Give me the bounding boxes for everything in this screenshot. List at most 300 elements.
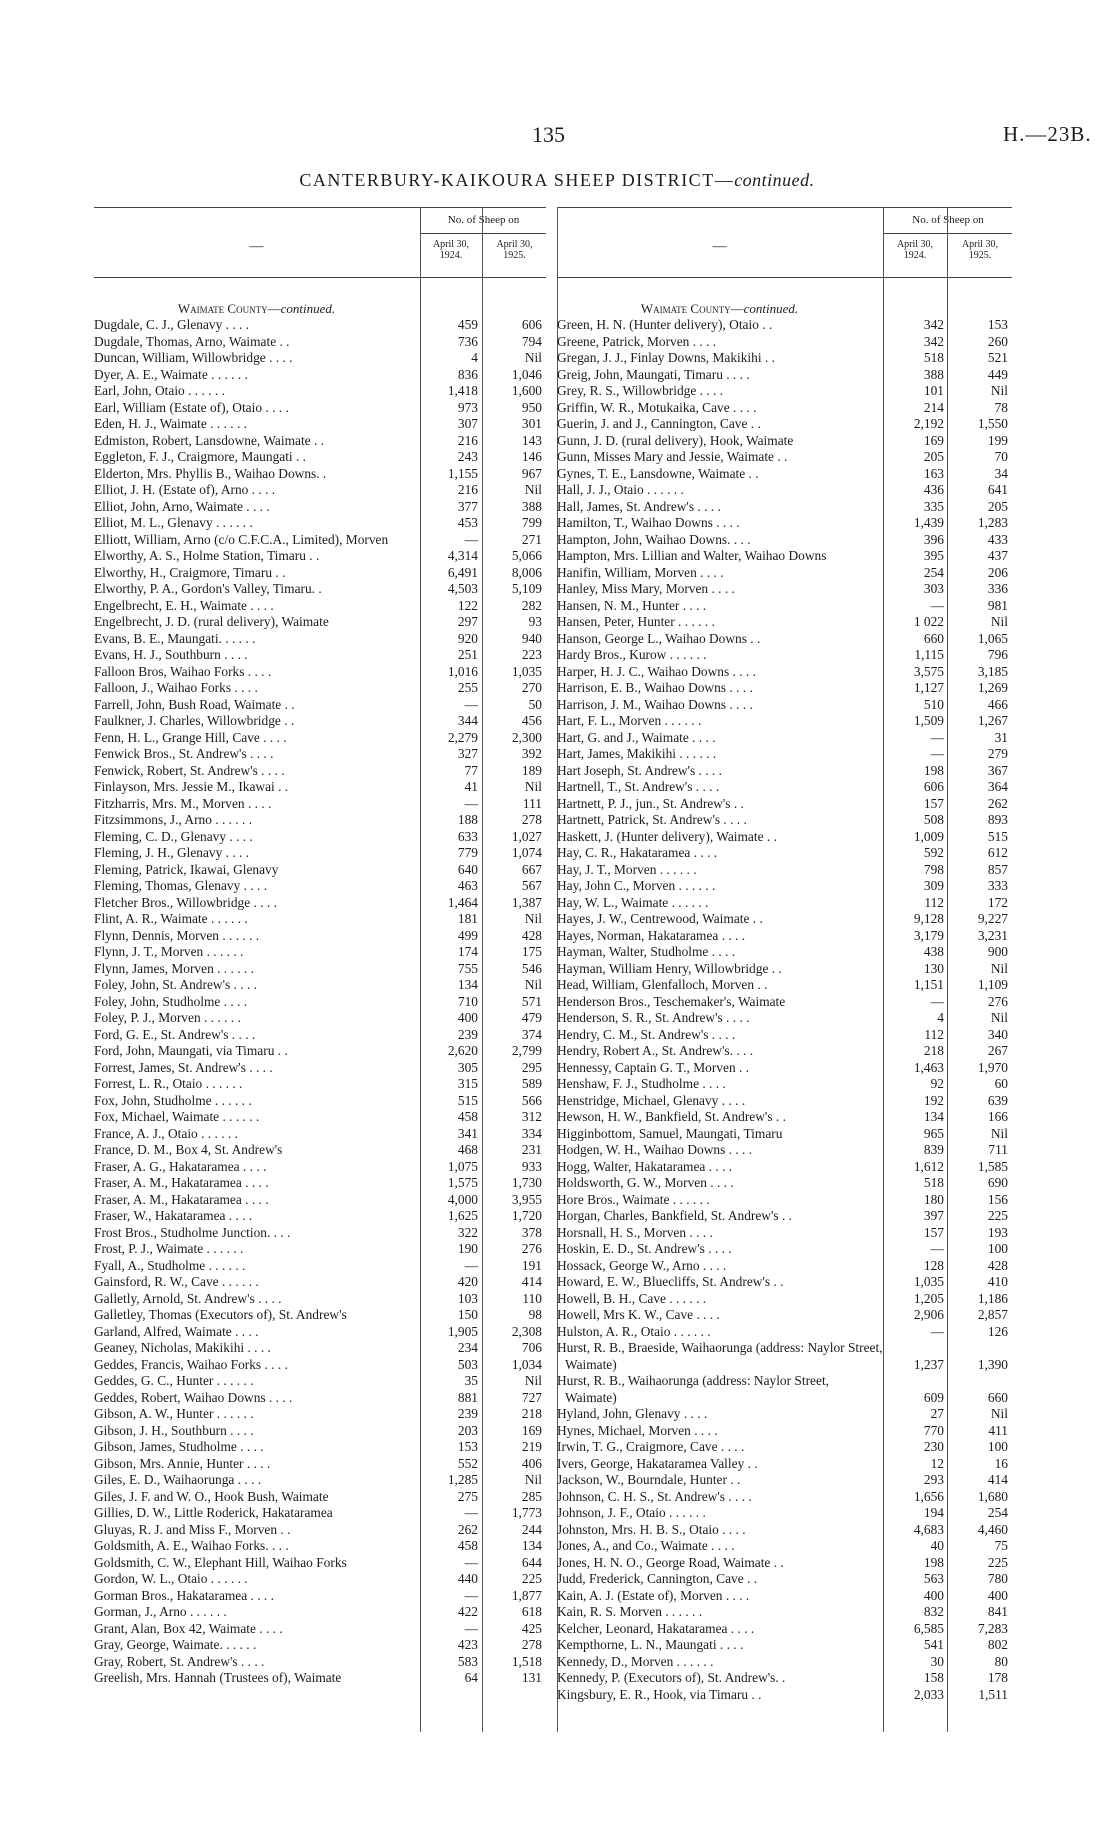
owner-name: Holdsworth, G. W., Morven . . . . (557, 1175, 734, 1190)
sheep-1924: 297 (457, 614, 478, 629)
owner-name: Hore Bros., Waimate . . . . . . (557, 1191, 710, 1207)
table-row (557, 1291, 1012, 1308)
sheep-1924: 4,503 (447, 581, 478, 596)
sheep-1924: 4,314 (447, 548, 478, 563)
sheep-1924: 1,905 (447, 1323, 478, 1339)
table-row (94, 746, 546, 763)
sheep-1925: Nil (990, 1010, 1008, 1025)
sheep-1924: 422 (457, 1604, 478, 1619)
owner-name: Gorman, J., Arno . . . . . . (94, 1604, 227, 1619)
owner-name: Ivers, George, Hakataramea Valley . . (557, 1455, 758, 1471)
sheep-1925: Nil (990, 1125, 1008, 1141)
sheep-1925: 131 (521, 1670, 542, 1685)
table-row (94, 1489, 546, 1506)
table-row (557, 779, 1012, 796)
sheep-1924: 305 (457, 1059, 478, 1075)
owner-name: Eggleton, F. J., Craigmore, Maungati . . (94, 449, 307, 464)
owner-name: Fletcher Bros., Willowbridge . . . . (94, 894, 277, 910)
sheep-1925: 780 (987, 1571, 1008, 1586)
table-row (557, 1406, 1012, 1423)
sheep-1925: Nil (524, 779, 542, 794)
sheep-1924: — (464, 795, 478, 811)
owner-name: Grey, R. S., Willowbridge . . . . (557, 383, 724, 398)
sheep-1924: 388 (923, 366, 944, 382)
owner-name: Henderson Bros., Teschemaker's, Waimate (557, 993, 786, 1009)
owner-name: Fleming, C. D., Glenavy . . . . (94, 828, 253, 844)
sheep-1925: 223 (521, 647, 542, 662)
sheep-1925: 1,720 (511, 1208, 542, 1223)
sheep-1925: 566 (521, 1092, 542, 1108)
owner-name: Hay, C. R., Hakataramea . . . . (557, 845, 718, 860)
table-row (557, 1192, 1012, 1209)
sheep-1924: 1,016 (447, 663, 478, 679)
sheep-1924: 1,418 (447, 383, 478, 398)
owner-name: Elliot, M. L., Glenavy . . . . . . (94, 515, 253, 530)
owner-name: Fenwick Bros., St. Andrew's . . . . (94, 746, 274, 761)
owner-name: Dyer, A. E., Waimate . . . . . . (94, 366, 248, 382)
owner-name: Foley, John, Studholme . . . . (94, 993, 248, 1009)
sheep-1924: 239 (457, 1026, 478, 1042)
owner-name: Gorman Bros., Hakataramea . . . . (94, 1587, 274, 1603)
sheep-1924: 275 (457, 1488, 478, 1504)
owner-name: Greig, John, Maungati, Timaru . . . . (557, 366, 750, 382)
table-row (557, 1604, 1012, 1621)
table-row (94, 334, 546, 351)
sheep-1925: 312 (521, 1109, 542, 1124)
sheep-1924: 710 (457, 993, 478, 1009)
sheep-1925: 981 (987, 597, 1008, 613)
table-row (94, 647, 546, 664)
table-row (557, 1637, 1012, 1654)
document-reference: H.—23B. (1003, 122, 1092, 146)
table-row (94, 796, 546, 813)
owner-name: Galletley, Thomas (Executors of), St. Andrew's (94, 1307, 347, 1322)
sheep-1924: 400 (923, 1587, 944, 1603)
sheep-1924: 130 (923, 960, 944, 976)
sheep-1925: 110 (522, 1290, 542, 1306)
sheep-1924: — (464, 531, 478, 547)
sheep-1925: 262 (987, 795, 1008, 811)
table-row (557, 895, 1012, 912)
sheep-1925: 336 (987, 581, 1008, 596)
sheep-1925: Nil (990, 614, 1008, 629)
table-row (94, 845, 546, 862)
sheep-1925: 146 (521, 449, 542, 464)
sheep-1924: 770 (923, 1422, 944, 1438)
table-row (557, 911, 1012, 928)
owner-name: Gray, George, Waimate. . . . . . (94, 1637, 257, 1652)
sheep-1925: Nil (524, 1373, 542, 1388)
table-row (557, 482, 1012, 499)
table-row (557, 1505, 1012, 1522)
sheep-1925: 267 (987, 1043, 1008, 1058)
sheep-1925: 276 (521, 1241, 542, 1256)
sheep-1925: 1,186 (977, 1290, 1008, 1306)
sheep-1924: 453 (457, 515, 478, 530)
sheep-1924: 251 (457, 647, 478, 662)
table-row (94, 466, 546, 483)
owner-name: Dugdale, Thomas, Arno, Waimate . . (94, 333, 290, 349)
sheep-1924: 188 (457, 812, 478, 827)
table-row (557, 862, 1012, 879)
owner-name: Falloon, J., Waihao Forks . . . . (94, 680, 258, 695)
sheep-1925: 841 (987, 1604, 1008, 1619)
header-no-of-sheep: No. of Sheep on (447, 214, 520, 226)
owner-name: Hanley, Miss Mary, Morven . . . . (557, 581, 735, 596)
owner-name: Greene, Patrick, Morven . . . . (557, 333, 717, 349)
owner-name: Fleming, Patrick, Ikawai, Glenavy (94, 861, 279, 877)
sheep-1924: 583 (457, 1653, 478, 1669)
owner-name: Hart Joseph, St. Andrew's . . . . (557, 762, 722, 778)
sheep-1925: 1,680 (977, 1488, 1008, 1504)
sheep-1925: 218 (521, 1406, 542, 1421)
left-rows (94, 317, 546, 1687)
table-row (557, 400, 1012, 417)
table-row (557, 1126, 1012, 1143)
sheep-1924: 6,491 (447, 564, 478, 580)
sheep-1924: 633 (457, 828, 478, 844)
sheep-1924: 230 (923, 1439, 944, 1454)
sheep-1924: 1,115 (914, 647, 944, 662)
sheep-1925: 388 (521, 498, 542, 514)
sheep-1924: 12 (930, 1455, 944, 1471)
owner-name: Elderton, Mrs. Phyllis B., Waihao Downs. . (94, 465, 327, 481)
sheep-1924: — (464, 696, 478, 712)
sheep-1924: 420 (457, 1274, 478, 1289)
owner-name: Elworthy, P. A., Gordon's Valley, Timaru. . (94, 581, 322, 596)
owner-name: Elworthy, A. S., Holme Station, Timaru . . (94, 548, 320, 563)
section-heading: Waimate County—continued. (177, 301, 336, 316)
owner-name: Fraser, A. G., Hakataramea . . . . (94, 1158, 267, 1174)
owner-name: Haskett, J. (Hunter delivery), Waimate . . (557, 828, 777, 844)
table-row (557, 1522, 1012, 1539)
sheep-1925: 172 (987, 894, 1008, 910)
sheep-1924: 2,192 (913, 416, 944, 431)
sheep-1925: 950 (521, 399, 542, 415)
owner-name: Engelbrecht, J. D. (rural delivery), Waimate (94, 614, 329, 629)
table-row (94, 862, 546, 879)
table-row (557, 598, 1012, 615)
owner-name: Fenwick, Robert, St. Andrew's . . . . (94, 762, 285, 778)
sheep-1925: 1,269 (977, 680, 1008, 695)
sheep-1924: — (930, 993, 944, 1009)
owner-name: Hanson, George L., Waihao Downs . . (557, 630, 761, 646)
sheep-1925: 940 (521, 630, 542, 646)
sheep-1925: 378 (521, 1224, 542, 1240)
table-row (557, 1060, 1012, 1077)
owner-name: Hartnett, P. J., jun., St. Andrew's . . (557, 795, 744, 811)
owner-name: Foley, John, St. Andrew's . . . . (94, 977, 257, 992)
sheep-1925: 9,227 (977, 911, 1008, 926)
owner-name: Kain, A. J. (Estate of), Morven . . . . (557, 1587, 750, 1603)
sheep-1925: 231 (521, 1142, 542, 1157)
owner-name: Hewson, H. W., Bankfield, St. Andrew's . . (557, 1109, 786, 1124)
owner-name: Gunn, Misses Mary and Jessie, Waimate . . (557, 449, 788, 464)
sheep-1925: 1,585 (977, 1158, 1008, 1174)
table-row (557, 383, 1012, 400)
table-row (557, 845, 1012, 862)
sheep-1925: 278 (521, 1637, 542, 1652)
header-no-of-sheep: No. of Sheep on (912, 214, 984, 226)
sheep-1925: 340 (987, 1026, 1008, 1042)
sheep-1925: 143 (521, 432, 542, 448)
sheep-1924: 77 (464, 762, 478, 778)
table-row (94, 1291, 546, 1308)
owner-name: Fleming, Thomas, Glenavy . . . . (94, 878, 268, 893)
sheep-1925: 80 (994, 1653, 1008, 1669)
sheep-1925: 437 (987, 548, 1008, 563)
table-row (94, 1258, 546, 1275)
table-row (557, 1571, 1012, 1588)
owner-name: Hendry, Robert A., St. Andrew's. . . . (557, 1043, 754, 1058)
sheep-1924: 2,620 (447, 1043, 478, 1058)
table-row (557, 1159, 1012, 1176)
sheep-1924: 322 (457, 1224, 478, 1240)
owner-name: Hurst, R. B., Waihaorunga (address: Naylor Street, Waimate) (557, 1373, 830, 1405)
owner-name: Hogg, Walter, Hakataramea . . . . (557, 1158, 733, 1174)
table-row (94, 1010, 546, 1027)
table-row (557, 1456, 1012, 1473)
sheep-1925: 1,511 (978, 1686, 1008, 1702)
sheep-1924: 342 (923, 333, 944, 349)
table-row (94, 367, 546, 384)
sheep-1925: 282 (521, 597, 542, 613)
owner-name: Goldsmith, A. E., Waihao Forks. . . . (94, 1538, 289, 1553)
owner-name: Gregan, J. J., Finlay Downs, Makikihi . . (557, 350, 775, 365)
owner-name: Hampton, John, Waihao Downs. . . . (557, 531, 751, 547)
sheep-1924: 3,179 (913, 927, 944, 943)
sheep-1924: 4,000 (447, 1191, 478, 1207)
owner-name: Hayes, J. W., Centrewood, Waimate . . (557, 911, 763, 926)
sheep-1924: 216 (457, 482, 478, 497)
sheep-1924: 1,151 (913, 977, 944, 992)
sheep-1924: 1,009 (913, 828, 944, 844)
table-row (94, 416, 546, 433)
sheep-1925: 612 (987, 845, 1008, 860)
table-row (94, 713, 546, 730)
table-row (557, 1324, 1012, 1341)
owner-name: Evans, H. J., Southburn . . . . (94, 647, 248, 662)
owner-name: Hanifin, William, Morven . . . . (557, 564, 724, 580)
sheep-1925: 285 (521, 1488, 542, 1504)
owner-name: Giles, J. F. and W. O., Hook Bush, Waimate (94, 1488, 329, 1504)
sheep-1924: 1,155 (447, 465, 478, 481)
table-row (94, 317, 546, 334)
sheep-1924: 293 (923, 1472, 944, 1487)
sheep-1925: 667 (521, 861, 542, 877)
table-row (557, 680, 1012, 697)
sheep-1925: 479 (521, 1010, 542, 1025)
owner-name: Geddes, G. C., Hunter . . . . . . (94, 1373, 254, 1388)
owner-name: Hossack, George W., Arno . . . . (557, 1257, 727, 1273)
table-row (94, 581, 546, 598)
sheep-1925: 295 (521, 1059, 542, 1075)
owner-name: Harper, H. J. C., Waihao Downs . . . . (557, 663, 756, 679)
table-row (94, 697, 546, 714)
sheep-1925: 933 (521, 1158, 542, 1174)
sheep-1924: 798 (923, 861, 944, 877)
owner-name: Judd, Frederick, Cannington, Cave . . (557, 1571, 758, 1586)
owner-name: Gibson, James, Studholme . . . . (94, 1439, 264, 1454)
table-row (94, 1670, 546, 1687)
sheep-1925: 189 (521, 762, 542, 778)
table-row (557, 664, 1012, 681)
sheep-1924: 4,683 (913, 1521, 944, 1537)
sheep-1925: 589 (521, 1076, 542, 1091)
sheep-1925: 2,300 (511, 729, 542, 745)
sheep-1924: 541 (923, 1637, 944, 1652)
sheep-1924: 9,128 (913, 911, 944, 926)
sheep-1924: 463 (457, 878, 478, 893)
table-row (557, 1439, 1012, 1456)
title-main: CANTERBURY-KAIKOURA SHEEP DISTRICT— (299, 170, 735, 190)
sheep-1924: — (464, 1554, 478, 1570)
section-heading: Waimate County—continued. (640, 301, 799, 316)
table-row (557, 631, 1012, 648)
sheep-1924: 503 (457, 1356, 478, 1372)
table-row (557, 697, 1012, 714)
sheep-1925: 1,387 (511, 894, 542, 910)
table-row (94, 779, 546, 796)
sheep-1924: 30 (930, 1653, 944, 1669)
owner-name: Fenn, H. L., Grange Hill, Cave . . . . (94, 729, 287, 745)
sheep-1924: — (464, 1505, 478, 1520)
sheep-1925: 2,857 (977, 1307, 1008, 1322)
sheep-1924: 1,509 (913, 713, 944, 728)
table-row (94, 1142, 546, 1159)
sheep-1924: 1,575 (447, 1175, 478, 1190)
sheep-1924: 779 (457, 845, 478, 860)
table-row (94, 1324, 546, 1341)
sheep-1924: 234 (457, 1340, 478, 1355)
owner-name: Johnston, Mrs. H. B. S., Otaio . . . . (557, 1521, 746, 1537)
owner-name: Griffin, W. R., Motukaika, Cave . . . . (557, 399, 757, 415)
sheep-1925: 711 (988, 1142, 1008, 1157)
sheep-1924: 423 (457, 1637, 478, 1652)
owner-name: Ford, John, Maungati, via Timaru . . (94, 1043, 288, 1058)
sheep-1925: 260 (987, 333, 1008, 349)
sheep-1925: Nil (990, 960, 1008, 976)
sheep-1925: 618 (521, 1604, 542, 1619)
sheep-1924: 1,075 (447, 1158, 478, 1174)
owner-name: Hyland, John, Glenavy . . . . (557, 1406, 708, 1421)
sheep-1925: 606 (521, 317, 542, 332)
sheep-1924: 214 (923, 399, 944, 415)
owner-name: Edmiston, Robert, Lansdowne, Waimate . . (94, 432, 324, 448)
table-row (557, 647, 1012, 664)
sheep-1924: 163 (923, 465, 944, 481)
table-row (557, 1340, 1012, 1373)
sheep-1925: 521 (987, 350, 1008, 365)
table-row (557, 1043, 1012, 1060)
sheep-1924: 64 (464, 1670, 478, 1685)
sheep-1924: — (930, 1323, 944, 1339)
owner-name: Fox, Michael, Waimate . . . . . . (94, 1109, 260, 1124)
sheep-1924: 2,033 (913, 1686, 944, 1702)
header-col-1925: April 30, 1925. (496, 239, 533, 261)
right-column (557, 207, 1012, 1732)
sheep-1925: 169 (521, 1422, 542, 1438)
owner-name: Gibson, A. W., Hunter . . . . . . (94, 1406, 254, 1421)
sheep-1924: 881 (457, 1389, 478, 1405)
table-row (557, 977, 1012, 994)
sheep-1924: 158 (923, 1670, 944, 1685)
sheep-1925: 428 (521, 927, 542, 943)
table-row (94, 1159, 546, 1176)
sheep-1925: 205 (987, 498, 1008, 514)
owner-name: Elliott, William, Arno (c/o C.F.C.A., Limited), Morven (94, 531, 389, 547)
owner-name: Harrison, E. B., Waihao Downs . . . . (557, 680, 753, 695)
sheep-1925: 98 (528, 1307, 542, 1322)
owner-name: Farrell, John, Bush Road, Waimate . . (94, 696, 295, 712)
table-row (94, 548, 546, 565)
owner-name: Hayes, Norman, Hakataramea . . . . (557, 927, 746, 943)
table-row (94, 515, 546, 532)
sheep-1925: 2,799 (511, 1043, 542, 1058)
sheep-1925: 301 (521, 416, 542, 431)
sheep-1925: 727 (521, 1389, 542, 1405)
owner-name: Kennedy, P. (Executors of), St. Andrew's. . (557, 1670, 786, 1685)
table-row (94, 977, 546, 994)
sheep-1925: 639 (987, 1092, 1008, 1108)
sheep-1924: 180 (923, 1191, 944, 1207)
table-row (557, 1588, 1012, 1605)
sheep-1925: Nil (524, 1472, 542, 1487)
sheep-1924: 395 (923, 548, 944, 563)
sheep-1925: 660 (987, 1389, 1008, 1405)
owner-name: Hall, J. J., Otaio . . . . . . (557, 482, 684, 497)
sheep-1924: 1,285 (447, 1472, 478, 1487)
owner-name: Hynes, Michael, Morven . . . . (557, 1422, 718, 1438)
table-row (557, 1538, 1012, 1555)
sheep-1925: 254 (987, 1505, 1008, 1520)
sheep-1925: 567 (521, 878, 542, 893)
sheep-1925: 428 (987, 1257, 1008, 1273)
sheep-1925: 367 (987, 762, 1008, 778)
sheep-1924: 192 (923, 1092, 944, 1108)
owner-name: Hardy Bros., Kurow . . . . . . (557, 647, 707, 662)
owner-name: Johnson, C. H. S., St. Andrew's . . . . (557, 1488, 752, 1504)
table-row (557, 499, 1012, 516)
table-row (94, 499, 546, 516)
table-row (94, 1126, 546, 1143)
header-dash: — (249, 239, 264, 254)
sheep-1925: 225 (987, 1208, 1008, 1223)
owner-name: Hay, J. T., Morven . . . . . . (557, 861, 697, 877)
sheep-1924: 400 (457, 1010, 478, 1025)
table-row (94, 994, 546, 1011)
owner-name: Flynn, Dennis, Morven . . . . . . (94, 927, 260, 943)
table-row (557, 763, 1012, 780)
table-row (557, 548, 1012, 565)
sheep-1925: 3,955 (511, 1191, 542, 1207)
table-row (94, 1241, 546, 1258)
sheep-1924: 4 (471, 350, 478, 365)
owner-name: Geaney, Nicholas, Makikihi . . . . (94, 1340, 271, 1355)
sheep-1924: 510 (923, 696, 944, 712)
owner-name: Geddes, Francis, Waihao Forks . . . . (94, 1356, 288, 1372)
sheep-1925: 225 (987, 1554, 1008, 1570)
sheep-1925: 414 (521, 1274, 542, 1289)
sheep-1924: 1,625 (447, 1208, 478, 1223)
table-row (557, 1241, 1012, 1258)
sheep-1924: 112 (924, 1026, 944, 1042)
table-row (94, 1340, 546, 1357)
sheep-1925: 225 (521, 1571, 542, 1586)
sheep-1924: 965 (923, 1125, 944, 1141)
owner-name: Eden, H. J., Waimate . . . . . . (94, 416, 248, 431)
sheep-1925: 134 (521, 1538, 542, 1553)
